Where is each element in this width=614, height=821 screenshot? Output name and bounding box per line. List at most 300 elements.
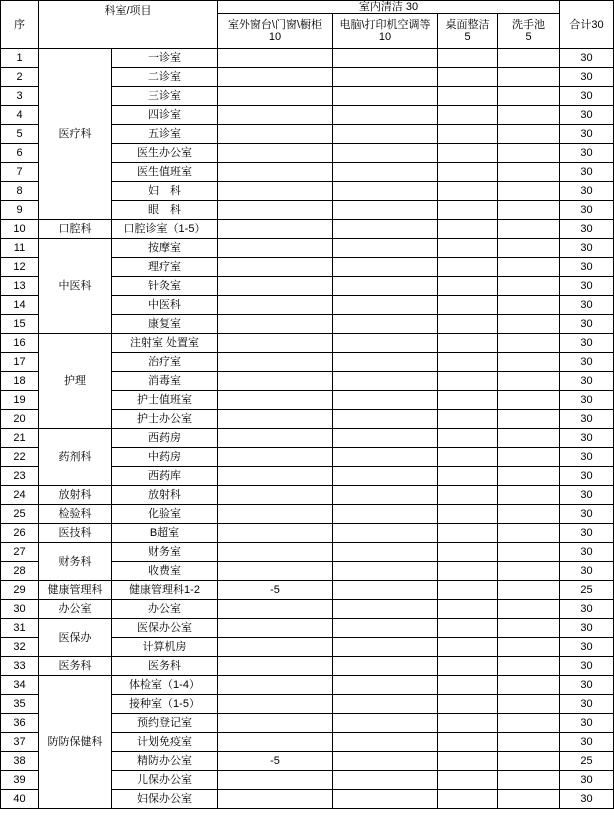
row-seq: 21 bbox=[1, 429, 39, 448]
row-total: 30 bbox=[560, 296, 614, 315]
score-cell-equipment bbox=[333, 695, 438, 714]
room-name: 西药库 bbox=[112, 467, 218, 486]
row-total: 30 bbox=[560, 372, 614, 391]
score-cell-desk bbox=[438, 372, 498, 391]
score-cell-equipment bbox=[333, 163, 438, 182]
header-col-3-points: 5 bbox=[464, 31, 471, 43]
department-name: 防防保健科 bbox=[39, 676, 112, 809]
score-cell-sink bbox=[498, 353, 560, 372]
score-cell-windows bbox=[218, 49, 333, 68]
score-cell-sink bbox=[498, 239, 560, 258]
room-name: 儿保办公室 bbox=[112, 771, 218, 790]
row-seq: 1 bbox=[1, 49, 39, 68]
score-cell-desk bbox=[438, 562, 498, 581]
row-seq: 33 bbox=[1, 657, 39, 676]
department-name: 检验科 bbox=[39, 505, 112, 524]
room-name: 理疗室 bbox=[112, 258, 218, 277]
score-cell-equipment bbox=[333, 429, 438, 448]
row-seq: 34 bbox=[1, 676, 39, 695]
room-name: 体检室（1-4） bbox=[112, 676, 218, 695]
header-col-4-name: 洗手池 bbox=[512, 19, 546, 31]
row-seq: 20 bbox=[1, 410, 39, 429]
score-cell-desk bbox=[438, 201, 498, 220]
score-cell-desk bbox=[438, 125, 498, 144]
score-cell-windows bbox=[218, 429, 333, 448]
table-row bbox=[1, 49, 614, 68]
score-cell-sink bbox=[498, 125, 560, 144]
score-cell-equipment bbox=[333, 714, 438, 733]
row-total: 30 bbox=[560, 353, 614, 372]
score-cell-equipment bbox=[333, 448, 438, 467]
score-cell-windows bbox=[218, 448, 333, 467]
row-total: 30 bbox=[560, 258, 614, 277]
table-row bbox=[1, 524, 614, 543]
score-cell-windows bbox=[218, 201, 333, 220]
room-name: 计算机房 bbox=[112, 638, 218, 657]
room-name: 一诊室 bbox=[112, 49, 218, 68]
row-seq: 3 bbox=[1, 87, 39, 106]
score-cell-equipment bbox=[333, 676, 438, 695]
room-name: 二诊室 bbox=[112, 68, 218, 87]
score-cell-equipment bbox=[333, 505, 438, 524]
score-cell-desk bbox=[438, 315, 498, 334]
score-cell-equipment bbox=[333, 486, 438, 505]
row-seq: 29 bbox=[1, 581, 39, 600]
score-cell-desk bbox=[438, 87, 498, 106]
score-cell-sink bbox=[498, 676, 560, 695]
score-cell-equipment bbox=[333, 68, 438, 87]
score-cell-sink bbox=[498, 68, 560, 87]
room-name: 妇保办公室 bbox=[112, 790, 218, 809]
score-cell-windows bbox=[218, 543, 333, 562]
row-seq: 8 bbox=[1, 182, 39, 201]
row-total: 30 bbox=[560, 429, 614, 448]
score-cell-desk bbox=[438, 277, 498, 296]
department-name: 口腔科 bbox=[39, 220, 112, 239]
row-seq: 6 bbox=[1, 144, 39, 163]
department-name: 医疗科 bbox=[39, 49, 112, 220]
score-cell-sink bbox=[498, 524, 560, 543]
score-cell-windows bbox=[218, 619, 333, 638]
table-row bbox=[1, 600, 614, 619]
score-cell-windows bbox=[218, 87, 333, 106]
header-col-4-points: 5 bbox=[525, 31, 532, 43]
score-cell-sink bbox=[498, 87, 560, 106]
score-cell-desk bbox=[438, 752, 498, 771]
row-total: 30 bbox=[560, 714, 614, 733]
score-cell-sink bbox=[498, 391, 560, 410]
score-cell-equipment bbox=[333, 182, 438, 201]
row-seq: 13 bbox=[1, 277, 39, 296]
row-total: 30 bbox=[560, 543, 614, 562]
score-cell-equipment bbox=[333, 619, 438, 638]
score-cell-windows bbox=[218, 163, 333, 182]
row-total: 30 bbox=[560, 220, 614, 239]
score-cell-equipment bbox=[333, 391, 438, 410]
score-cell-sink bbox=[498, 106, 560, 125]
room-name: 办公室 bbox=[112, 600, 218, 619]
header-col-1-name: 室外窗台\门窗\橱柜 bbox=[227, 19, 323, 31]
room-name: 健康管理科1-2 bbox=[112, 581, 218, 600]
row-total: 30 bbox=[560, 277, 614, 296]
header-col-3 bbox=[438, 14, 498, 49]
score-cell-sink bbox=[498, 714, 560, 733]
row-total: 30 bbox=[560, 790, 614, 809]
row-total: 30 bbox=[560, 49, 614, 68]
room-name: 三诊室 bbox=[112, 87, 218, 106]
score-cell-equipment bbox=[333, 467, 438, 486]
score-cell-equipment bbox=[333, 144, 438, 163]
row-seq: 4 bbox=[1, 106, 39, 125]
row-seq: 9 bbox=[1, 201, 39, 220]
room-name: 四诊室 bbox=[112, 106, 218, 125]
score-cell-windows bbox=[218, 296, 333, 315]
score-cell-windows bbox=[218, 695, 333, 714]
department-name: 药剂科 bbox=[39, 429, 112, 486]
score-cell-sink bbox=[498, 467, 560, 486]
row-seq: 15 bbox=[1, 315, 39, 334]
row-total: 30 bbox=[560, 68, 614, 87]
table-row bbox=[1, 676, 614, 695]
row-seq: 23 bbox=[1, 467, 39, 486]
row-total: 25 bbox=[560, 752, 614, 771]
score-cell-equipment bbox=[333, 239, 438, 258]
header-dept-item: 科室/项目 bbox=[39, 1, 218, 49]
row-seq: 19 bbox=[1, 391, 39, 410]
score-cell-desk bbox=[438, 68, 498, 87]
score-cell-windows bbox=[218, 676, 333, 695]
room-name: 医生办公室 bbox=[112, 144, 218, 163]
score-cell-sink bbox=[498, 182, 560, 201]
department-name: 财务科 bbox=[39, 543, 112, 581]
header-seq: 序 bbox=[1, 1, 39, 49]
score-cell-equipment bbox=[333, 638, 438, 657]
room-name: 护士值班室 bbox=[112, 391, 218, 410]
score-cell-sink bbox=[498, 752, 560, 771]
score-cell-desk bbox=[438, 144, 498, 163]
table-row bbox=[1, 619, 614, 638]
score-cell-sink bbox=[498, 790, 560, 809]
header-col-3-name: 桌面整洁 bbox=[445, 19, 490, 31]
score-cell-sink bbox=[498, 410, 560, 429]
row-total: 30 bbox=[560, 315, 614, 334]
department-name: 医务科 bbox=[39, 657, 112, 676]
score-cell-windows bbox=[218, 125, 333, 144]
row-seq: 31 bbox=[1, 619, 39, 638]
header-col-2-points: 10 bbox=[378, 31, 392, 43]
header-col-1 bbox=[218, 14, 333, 49]
score-cell-desk bbox=[438, 676, 498, 695]
row-total: 30 bbox=[560, 410, 614, 429]
score-cell-windows: -5 bbox=[218, 752, 333, 771]
row-total: 30 bbox=[560, 87, 614, 106]
score-cell-equipment bbox=[333, 49, 438, 68]
row-total: 30 bbox=[560, 239, 614, 258]
room-name: 针灸室 bbox=[112, 277, 218, 296]
score-cell-equipment bbox=[333, 562, 438, 581]
score-cell-equipment bbox=[333, 353, 438, 372]
table-row bbox=[1, 429, 614, 448]
score-cell-sink bbox=[498, 448, 560, 467]
room-name: 注射室 处置室 bbox=[112, 334, 218, 353]
row-seq: 18 bbox=[1, 372, 39, 391]
score-cell-sink bbox=[498, 315, 560, 334]
score-cell-equipment bbox=[333, 334, 438, 353]
row-seq: 25 bbox=[1, 505, 39, 524]
table-row bbox=[1, 581, 614, 600]
score-cell-desk bbox=[438, 714, 498, 733]
score-cell-sink bbox=[498, 733, 560, 752]
room-name: 护士办公室 bbox=[112, 410, 218, 429]
score-cell-desk bbox=[438, 467, 498, 486]
row-total: 30 bbox=[560, 733, 614, 752]
score-cell-desk bbox=[438, 790, 498, 809]
score-cell-windows bbox=[218, 182, 333, 201]
score-cell-desk bbox=[438, 410, 498, 429]
room-name: 眼 科 bbox=[112, 201, 218, 220]
header-group: 室内清洁 30 bbox=[218, 1, 560, 14]
header-row-1 bbox=[1, 1, 614, 14]
room-name: 消毒室 bbox=[112, 372, 218, 391]
score-cell-windows bbox=[218, 714, 333, 733]
score-cell-windows bbox=[218, 600, 333, 619]
department-name: 医技科 bbox=[39, 524, 112, 543]
score-cell-windows bbox=[218, 334, 333, 353]
score-cell-desk bbox=[438, 543, 498, 562]
score-cell-sink bbox=[498, 296, 560, 315]
row-total: 30 bbox=[560, 486, 614, 505]
row-seq: 26 bbox=[1, 524, 39, 543]
row-total: 30 bbox=[560, 448, 614, 467]
row-seq: 39 bbox=[1, 771, 39, 790]
row-total: 30 bbox=[560, 562, 614, 581]
score-cell-windows bbox=[218, 771, 333, 790]
department-name: 护理 bbox=[39, 334, 112, 429]
score-cell-desk bbox=[438, 448, 498, 467]
room-name: 五诊室 bbox=[112, 125, 218, 144]
score-cell-desk bbox=[438, 106, 498, 125]
table-row bbox=[1, 239, 614, 258]
score-cell-sink bbox=[498, 505, 560, 524]
score-cell-windows bbox=[218, 239, 333, 258]
room-name: 计划免疫室 bbox=[112, 733, 218, 752]
score-cell-sink bbox=[498, 258, 560, 277]
score-cell-sink bbox=[498, 163, 560, 182]
row-seq: 37 bbox=[1, 733, 39, 752]
score-cell-windows bbox=[218, 353, 333, 372]
score-cell-desk bbox=[438, 657, 498, 676]
row-total: 30 bbox=[560, 619, 614, 638]
room-name: 收费室 bbox=[112, 562, 218, 581]
score-cell-desk bbox=[438, 619, 498, 638]
score-cell-windows bbox=[218, 277, 333, 296]
score-cell-equipment bbox=[333, 277, 438, 296]
score-cell-equipment bbox=[333, 258, 438, 277]
score-cell-desk bbox=[438, 296, 498, 315]
row-seq: 38 bbox=[1, 752, 39, 771]
room-name: 医务科 bbox=[112, 657, 218, 676]
room-name: 西药房 bbox=[112, 429, 218, 448]
score-cell-windows bbox=[218, 372, 333, 391]
score-cell-desk bbox=[438, 581, 498, 600]
room-name: 按摩室 bbox=[112, 239, 218, 258]
score-cell-equipment bbox=[333, 87, 438, 106]
row-seq: 5 bbox=[1, 125, 39, 144]
score-cell-equipment bbox=[333, 220, 438, 239]
row-seq: 2 bbox=[1, 68, 39, 87]
row-total: 30 bbox=[560, 524, 614, 543]
score-cell-windows bbox=[218, 315, 333, 334]
row-seq: 22 bbox=[1, 448, 39, 467]
score-cell-equipment bbox=[333, 106, 438, 125]
score-cell-desk bbox=[438, 733, 498, 752]
score-cell-windows bbox=[218, 657, 333, 676]
header-col-4 bbox=[498, 14, 560, 49]
score-cell-windows: -5 bbox=[218, 581, 333, 600]
score-cell-desk bbox=[438, 49, 498, 68]
score-cell-windows bbox=[218, 524, 333, 543]
room-name: 医保办公室 bbox=[112, 619, 218, 638]
score-cell-desk bbox=[438, 771, 498, 790]
row-total: 30 bbox=[560, 201, 614, 220]
score-cell-sink bbox=[498, 638, 560, 657]
score-cell-sink bbox=[498, 372, 560, 391]
score-cell-sink bbox=[498, 695, 560, 714]
row-seq: 7 bbox=[1, 163, 39, 182]
room-name: 口腔诊室（1-5） bbox=[112, 220, 218, 239]
room-name: 精防办公室 bbox=[112, 752, 218, 771]
score-cell-desk bbox=[438, 220, 498, 239]
score-cell-desk bbox=[438, 638, 498, 657]
department-name: 办公室 bbox=[39, 600, 112, 619]
row-seq: 17 bbox=[1, 353, 39, 372]
room-name: 医生值班室 bbox=[112, 163, 218, 182]
score-cell-sink bbox=[498, 49, 560, 68]
score-cell-equipment bbox=[333, 752, 438, 771]
score-cell-equipment bbox=[333, 201, 438, 220]
row-total: 30 bbox=[560, 144, 614, 163]
row-total: 30 bbox=[560, 695, 614, 714]
room-name: B超室 bbox=[112, 524, 218, 543]
score-cell-windows bbox=[218, 733, 333, 752]
room-name: 接种室（1-5） bbox=[112, 695, 218, 714]
row-seq: 12 bbox=[1, 258, 39, 277]
score-cell-windows bbox=[218, 486, 333, 505]
row-total: 30 bbox=[560, 676, 614, 695]
row-total: 30 bbox=[560, 182, 614, 201]
score-cell-sink bbox=[498, 581, 560, 600]
score-cell-windows bbox=[218, 258, 333, 277]
header-total: 合计30 bbox=[560, 1, 614, 49]
score-cell-desk bbox=[438, 429, 498, 448]
row-seq: 11 bbox=[1, 239, 39, 258]
row-total: 30 bbox=[560, 505, 614, 524]
row-seq: 40 bbox=[1, 790, 39, 809]
room-name: 放射科 bbox=[112, 486, 218, 505]
room-name: 预约登记室 bbox=[112, 714, 218, 733]
score-cell-sink bbox=[498, 657, 560, 676]
row-total: 30 bbox=[560, 638, 614, 657]
score-cell-equipment bbox=[333, 657, 438, 676]
row-total: 30 bbox=[560, 391, 614, 410]
row-seq: 36 bbox=[1, 714, 39, 733]
score-cell-desk bbox=[438, 258, 498, 277]
room-name: 治疗室 bbox=[112, 353, 218, 372]
score-cell-sink bbox=[498, 619, 560, 638]
row-total: 30 bbox=[560, 163, 614, 182]
score-cell-sink bbox=[498, 277, 560, 296]
row-total: 30 bbox=[560, 125, 614, 144]
table-row bbox=[1, 220, 614, 239]
score-cell-sink bbox=[498, 334, 560, 353]
room-name: 中医科 bbox=[112, 296, 218, 315]
score-cell-sink bbox=[498, 771, 560, 790]
row-total: 30 bbox=[560, 771, 614, 790]
row-total: 25 bbox=[560, 581, 614, 600]
row-total: 30 bbox=[560, 106, 614, 125]
score-cell-desk bbox=[438, 524, 498, 543]
score-cell-windows bbox=[218, 106, 333, 125]
score-cell-desk bbox=[438, 486, 498, 505]
score-cell-windows bbox=[218, 144, 333, 163]
row-seq: 24 bbox=[1, 486, 39, 505]
score-cell-windows bbox=[218, 562, 333, 581]
score-cell-equipment bbox=[333, 543, 438, 562]
score-cell-windows bbox=[218, 638, 333, 657]
table-row bbox=[1, 657, 614, 676]
score-cell-equipment bbox=[333, 315, 438, 334]
row-seq: 14 bbox=[1, 296, 39, 315]
score-cell-windows bbox=[218, 410, 333, 429]
score-cell-desk bbox=[438, 239, 498, 258]
room-name: 妇 科 bbox=[112, 182, 218, 201]
table-row bbox=[1, 543, 614, 562]
score-cell-desk bbox=[438, 600, 498, 619]
score-cell-sink bbox=[498, 486, 560, 505]
room-name: 中药房 bbox=[112, 448, 218, 467]
table-body bbox=[1, 49, 614, 809]
score-cell-desk bbox=[438, 391, 498, 410]
score-cell-desk bbox=[438, 334, 498, 353]
table-row bbox=[1, 334, 614, 353]
row-seq: 30 bbox=[1, 600, 39, 619]
row-total: 30 bbox=[560, 334, 614, 353]
department-name: 放射科 bbox=[39, 486, 112, 505]
score-cell-equipment bbox=[333, 296, 438, 315]
row-total: 30 bbox=[560, 657, 614, 676]
room-name: 化验室 bbox=[112, 505, 218, 524]
department-name: 中医科 bbox=[39, 239, 112, 334]
score-cell-equipment bbox=[333, 410, 438, 429]
room-name: 康复室 bbox=[112, 315, 218, 334]
score-cell-windows bbox=[218, 790, 333, 809]
row-seq: 35 bbox=[1, 695, 39, 714]
row-seq: 32 bbox=[1, 638, 39, 657]
score-cell-equipment bbox=[333, 790, 438, 809]
department-name: 健康管理科 bbox=[39, 581, 112, 600]
department-name: 医保办 bbox=[39, 619, 112, 657]
score-cell-sink bbox=[498, 220, 560, 239]
score-cell-sink bbox=[498, 562, 560, 581]
score-cell-desk bbox=[438, 163, 498, 182]
score-cell-windows bbox=[218, 68, 333, 87]
row-seq: 27 bbox=[1, 543, 39, 562]
score-cell-equipment bbox=[333, 372, 438, 391]
header-col-1-points: 10 bbox=[268, 31, 282, 43]
score-cell-equipment bbox=[333, 600, 438, 619]
score-cell-equipment bbox=[333, 524, 438, 543]
row-seq: 16 bbox=[1, 334, 39, 353]
